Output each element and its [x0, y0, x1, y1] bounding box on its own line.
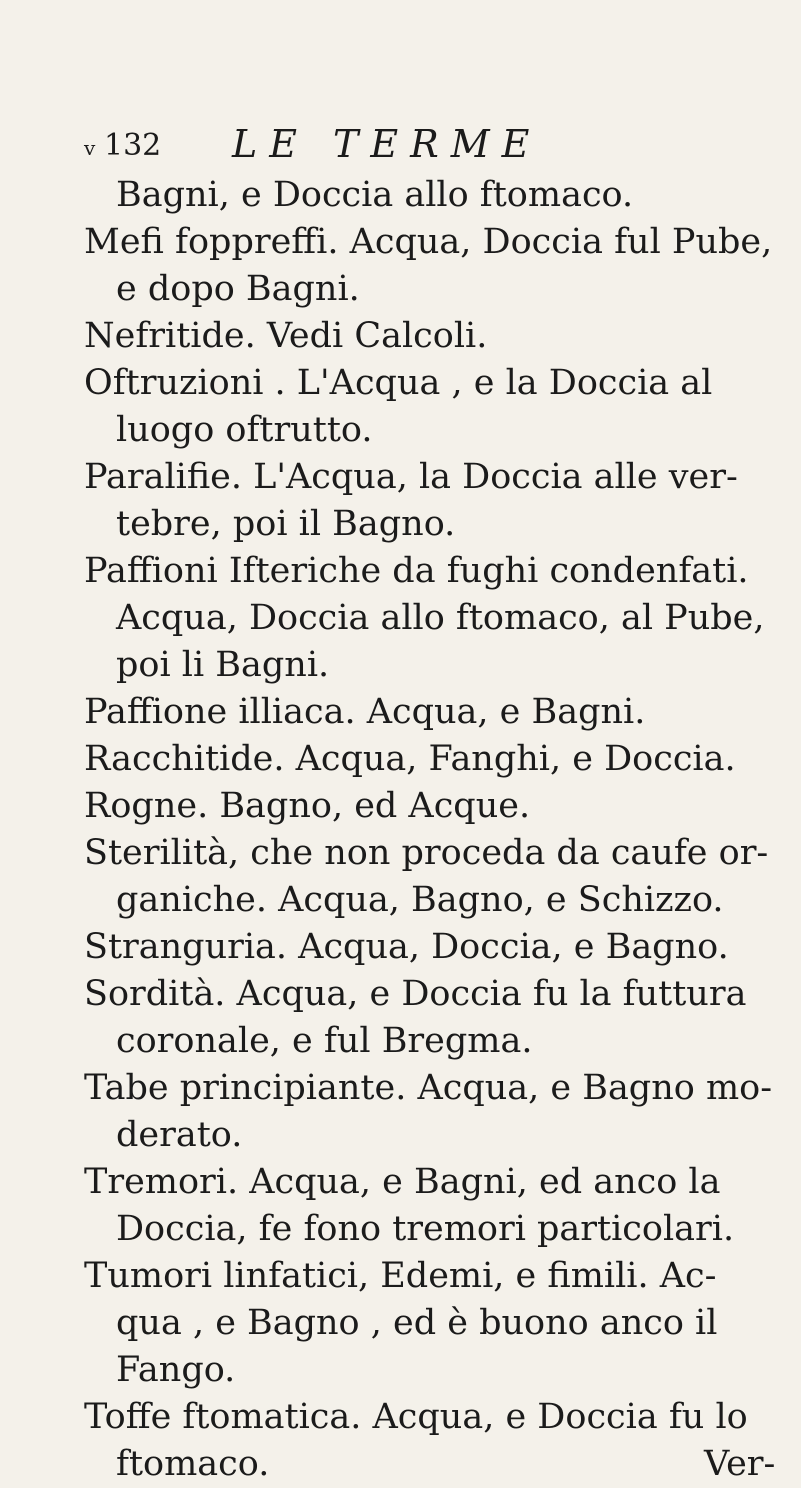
text-line: Acqua, Doccia allo ftomaco, al Pube,: [116, 598, 765, 638]
text-line: Stranguria. Acqua, Doccia, e Bagno.: [84, 927, 729, 967]
text-line: Bagni, e Doccia allo ftomaco.: [116, 175, 634, 215]
text-line: Mefi foppreffi. Acqua, Doccia ful Pube,: [84, 222, 773, 262]
text-line: Fango.: [116, 1350, 236, 1390]
text-line: Tumori linfatici, Edemi, e fimili. Ac-: [84, 1256, 717, 1296]
catchword: Ver-: [704, 1444, 776, 1484]
text-line: Racchitide. Acqua, Fanghi, e Doccia.: [84, 739, 736, 779]
text-line: Tabe principiante. Acqua, e Bagno mo-: [84, 1068, 773, 1108]
text-line: Toffe ftomatica. Acqua, e Doccia fu lo: [84, 1397, 748, 1437]
text-line: Paffioni Ifteriche da fughi condenfati.: [84, 551, 749, 591]
page-header: [84, 120, 664, 180]
text-line: Paralifie. L'Acqua, la Doccia alle ver-: [84, 457, 738, 497]
running-title: LE TERME: [232, 122, 542, 166]
text-line: ganiche. Acqua, Bagno, e Schizzo.: [116, 880, 724, 920]
text-line: luogo oftrutto.: [116, 410, 373, 450]
text-line: Nefritide. Vedi Calcoli.: [84, 316, 488, 356]
body-text: [84, 172, 784, 1488]
text-line: e dopo Bagni.: [116, 269, 360, 309]
text-line: Doccia, fe fono tremori particolari.: [116, 1209, 735, 1249]
text-line: Oftruzioni . L'Acqua , e la Doccia al: [84, 363, 713, 403]
text-line: Paffione illiaca. Acqua, e Bagni.: [84, 692, 646, 732]
text-line: poi li Bagni.: [116, 645, 330, 685]
text-line-last: [84, 1441, 784, 1488]
text-line: Tremori. Acqua, e Bagni, ed anco la: [84, 1162, 721, 1202]
text-line: Sordità. Acqua, e Doccia fu la futtura: [84, 974, 747, 1014]
folio-mark: v: [84, 136, 96, 160]
text-line: Sterilità, che non proceda da caufe or-: [84, 833, 769, 873]
text-line: derato.: [116, 1115, 243, 1155]
text-line: Rogne. Bagno, ed Acque.: [84, 786, 531, 826]
text-line: coronale, e ful Bregma.: [116, 1021, 533, 1061]
page-number: 132: [104, 128, 162, 163]
text-line: qua , e Bagno , ed è buono anco il: [116, 1303, 718, 1343]
last-line-text: ftomaco.: [116, 1444, 270, 1484]
text-line: tebre, poi il Bagno.: [116, 504, 456, 544]
